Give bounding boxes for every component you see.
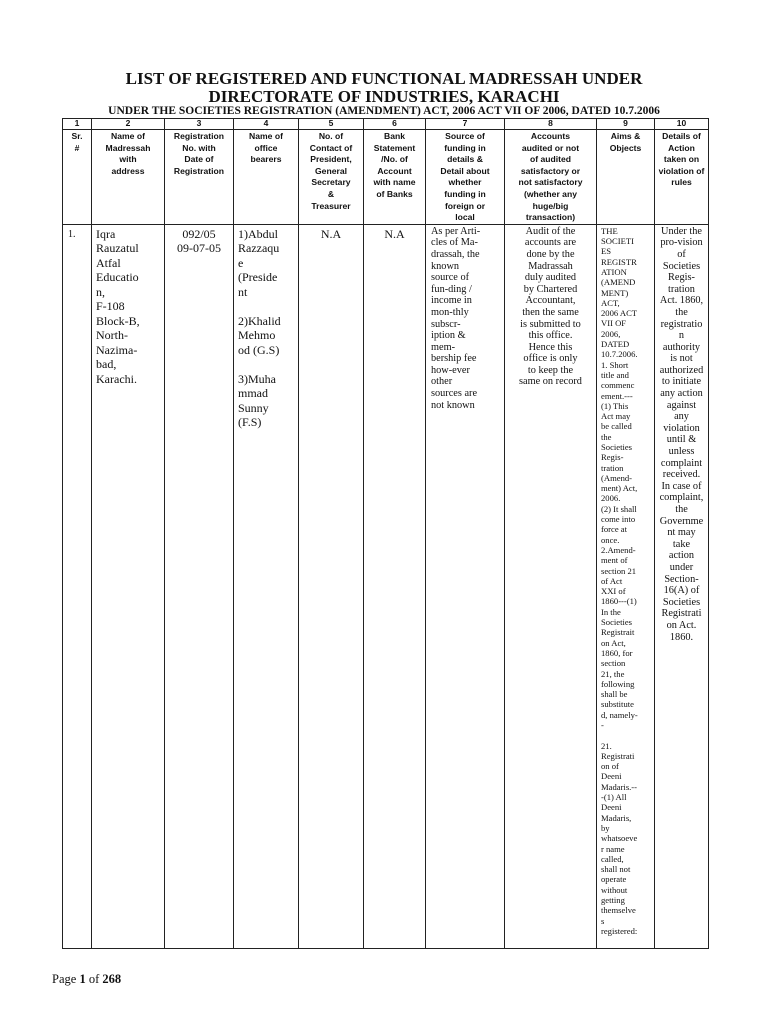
header-action: Details of Action taken on violation of rules [655,130,709,225]
column-number: 4 [234,119,299,130]
header-office-bearers: Name of office bearers [234,130,299,225]
column-number: 10 [655,119,709,130]
footer-prefix: Page [52,972,80,986]
column-number: 6 [364,119,426,130]
madressah-table [62,118,709,949]
page-title: LIST OF REGISTERED AND FUNCTIONAL MADRESSAH UNDER [125,69,643,88]
column-number: 5 [299,119,364,130]
cell-office-bearers: 1)Abdul Razzaqu e (Preside nt 2)Khalid Mehmo od (G.S) 3)Muha mmad Sunny (F.S) [234,224,299,948]
column-number: 9 [597,119,655,130]
page-footer [52,972,121,987]
page-number: 1 [79,972,86,986]
footer-of: of [85,972,103,986]
header-bank: Bank Statement /No. of Account with name of Banks [364,130,426,225]
page-subtitle: UNDER THE SOCIETIES REGISTRATION (AMENDMENT) ACT, 2006 ACT VII OF 2006, DATED 10.7.2006 [108,105,660,117]
header-contact: No. of Contact of President, General Secretary & Treasurer [299,130,364,225]
column-number-row [63,119,709,130]
cell-aims: THE SOCIETI ES REGISTR ATION (AMEND MENT) ACT, 2006 ACT VII OF 2006, DATED 10.7.2006. 1. Short title and commenc ement.--- (1) This Act may be called the Societies Regis- tration (Amend- ment) Act, 2006. (2) It shall come into force at once. 2.Amend- ment of section 21 of Act XXI of 1860---(1) In the Societies Registrait on Act, 1860, for section 21, the following shall be substitute d, namely- - 21. Registrati on of Deeni Madaris.-- -(1) All Deeni Madaris, by whatsoeve r name called, shall not operate without getting themselve s registered: [597,224,655,948]
column-number: 2 [92,119,165,130]
cell-bank: N.A [364,224,426,948]
page-title-line-2: DIRECTORATE OF INDUSTRIES, KARACHI [208,87,560,106]
cell-accounts: Audit of the accounts are done by the Madrassah duly audited by Chartered Accountant, then the same is submitted to this office. Hence this office is only to keep the same on record [505,224,597,948]
header-sr: Sr. # [63,130,92,225]
column-number: 7 [426,119,505,130]
header-row [63,130,709,225]
table-row [63,224,709,948]
header-aims: Aims & Objects [597,130,655,225]
cell-contact: N.A [299,224,364,948]
page-total: 268 [102,972,122,986]
header-registration: Registration No. with Date of Registration [165,130,234,225]
cell-sr: 1. [63,224,92,948]
cell-funding: As per Arti- cles of Ma- drassah, the known source of fun-ding / income in mon-thly subscr- iption & mem- bership fee how-ever other sources are not known [426,224,505,948]
header-name: Name of Madressah with address [92,130,165,225]
header-accounts: Accounts audited or not of audited satisfactory or not satisfactory (whether any huge/big transaction) [505,130,597,225]
cell-registration: 092/05 09-07-05 [165,224,234,948]
column-number: 1 [63,119,92,130]
column-number: 8 [505,119,597,130]
cell-action: Under the pro-vision of Societies Regis- tration Act. 1860, the registratio n authority is not authorized to initiate any action against any violation until & unless complaint received. In case of complaint, the Governme nt may take action under Section- 16(A) of Societies Registrati on Act. 1860. [655,224,709,948]
header-funding: Source of funding in details & Detail about whether funding in foreign or local [426,130,505,225]
column-number: 3 [165,119,234,130]
cell-name: Iqra Rauzatul Atfal Educatio n, F-108 Block-B, North- Nazima- bad, Karachi. [92,224,165,948]
